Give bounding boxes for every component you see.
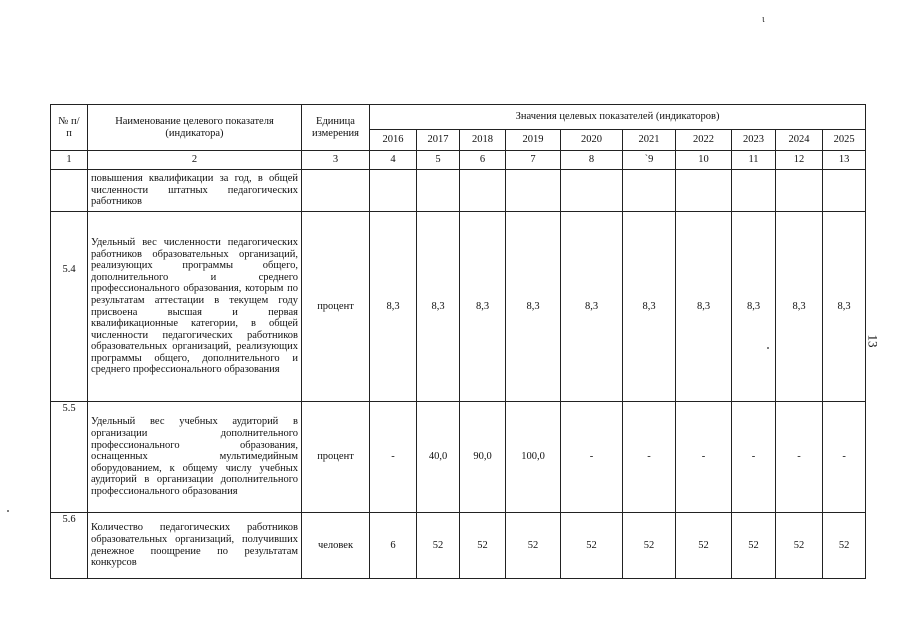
row-number xyxy=(51,170,88,212)
header-year: 2016 xyxy=(370,130,417,151)
header-num: № п/п xyxy=(51,105,88,151)
value-cell xyxy=(823,170,866,212)
value-cell: - xyxy=(776,402,823,513)
index-cell: 3 xyxy=(302,151,370,170)
unit-cell: человек xyxy=(302,513,370,579)
table-row xyxy=(51,402,866,513)
corner-mark: ι xyxy=(762,14,765,25)
value-cell: 52 xyxy=(417,513,460,579)
value-cell: 52 xyxy=(460,513,506,579)
index-cell: 11 xyxy=(732,151,776,170)
value-cell: 52 xyxy=(676,513,732,579)
value-cell: 8,3 xyxy=(823,212,866,402)
index-cell: 12 xyxy=(776,151,823,170)
header-year: 2017 xyxy=(417,130,460,151)
header-year: 2018 xyxy=(460,130,506,151)
value-cell xyxy=(370,170,417,212)
header-unit: Единица измерения xyxy=(302,105,370,151)
value-cell xyxy=(561,170,623,212)
table-row xyxy=(51,170,866,212)
value-cell xyxy=(732,170,776,212)
header-year: 2022 xyxy=(676,130,732,151)
value-cell: 6 xyxy=(370,513,417,579)
value-cell: - xyxy=(561,402,623,513)
index-cell: 10 xyxy=(676,151,732,170)
value-cell: - xyxy=(623,402,676,513)
value-cell xyxy=(506,170,561,212)
header-year: 2025 xyxy=(823,130,866,151)
header-values-group: Значения целевых показателей (индикаторов) xyxy=(370,105,866,130)
value-cell: 8,3 xyxy=(506,212,561,402)
value-cell: 90,0 xyxy=(460,402,506,513)
value-cell: - xyxy=(823,402,866,513)
row-number: 5.5 xyxy=(51,402,88,513)
value-cell: 8,3 xyxy=(561,212,623,402)
value-cell: 52 xyxy=(776,513,823,579)
header-year: 2020 xyxy=(561,130,623,151)
table-row xyxy=(51,513,866,579)
index-cell: 5 xyxy=(417,151,460,170)
scan-speck xyxy=(7,510,9,512)
row-number: 5.6 xyxy=(51,513,88,579)
value-cell: 8,3 xyxy=(776,212,823,402)
value-cell: 52 xyxy=(732,513,776,579)
value-cell: 52 xyxy=(823,513,866,579)
value-cell: 8,3 xyxy=(623,212,676,402)
index-cell: `9 xyxy=(623,151,676,170)
index-cell: 1 xyxy=(51,151,88,170)
index-cell: 4 xyxy=(370,151,417,170)
unit-cell: процент xyxy=(302,212,370,402)
value-cell: 8,3 xyxy=(370,212,417,402)
value-cell: - xyxy=(732,402,776,513)
value-cell xyxy=(676,170,732,212)
value-cell: 52 xyxy=(506,513,561,579)
value-cell xyxy=(460,170,506,212)
table-index-row xyxy=(51,151,866,170)
value-cell xyxy=(623,170,676,212)
value-cell: 8,3 xyxy=(417,212,460,402)
header-year: 2021 xyxy=(623,130,676,151)
indicator-name: Удельный вес численности педагогических работников образовательных организаций, реализующих программы общего, дополнительного и среднего профессионального образования, которым по результатам аттестации в текущем году присвоена высшая и первая квалификационные категории, в общей численности педагогических работников образовательных организаций, реализующих программы общего, дополнительного и среднего профессионального образования xyxy=(88,212,302,402)
header-year: 2023 xyxy=(732,130,776,151)
value-cell xyxy=(417,170,460,212)
unit-cell: процент xyxy=(302,402,370,513)
value-cell xyxy=(776,170,823,212)
value-cell: - xyxy=(370,402,417,513)
value-cell: 100,0 xyxy=(506,402,561,513)
header-year: 2019 xyxy=(506,130,561,151)
table-header-row xyxy=(51,105,866,130)
value-cell: 8,3 xyxy=(460,212,506,402)
header-year: 2024 xyxy=(776,130,823,151)
index-cell: 7 xyxy=(506,151,561,170)
index-cell: 13 xyxy=(823,151,866,170)
value-cell: 40,0 xyxy=(417,402,460,513)
indicator-name: повышения квалификации за год, в общей численности штатных педагогических работников xyxy=(88,170,302,212)
indicator-name: Количество педагогических работников образовательных организаций, получивших денежное поощрение по результатам конкурсов xyxy=(88,513,302,579)
header-name: Наименование целевого показателя (индикатора) xyxy=(88,105,302,151)
value-cell: 52 xyxy=(561,513,623,579)
unit-cell xyxy=(302,170,370,212)
value-cell: 8,3 xyxy=(676,212,732,402)
index-cell: 8 xyxy=(561,151,623,170)
indicator-name: Удельный вес учебных аудиторий в организации дополнительного профессионального образования, оснащенных мультимедийным оборудованием, к общему числу учебных аудиторий в организации дополнительного профессионального образования xyxy=(88,402,302,513)
page-number: 13 xyxy=(865,334,881,348)
value-cell: 52 xyxy=(623,513,676,579)
table-row xyxy=(51,212,866,402)
value-cell: - xyxy=(676,402,732,513)
value-cell: 8,3 xyxy=(732,212,776,402)
indicators-table xyxy=(50,104,866,579)
index-cell: 2 xyxy=(88,151,302,170)
index-cell: 6 xyxy=(460,151,506,170)
row-number: 5.4 xyxy=(51,212,88,402)
